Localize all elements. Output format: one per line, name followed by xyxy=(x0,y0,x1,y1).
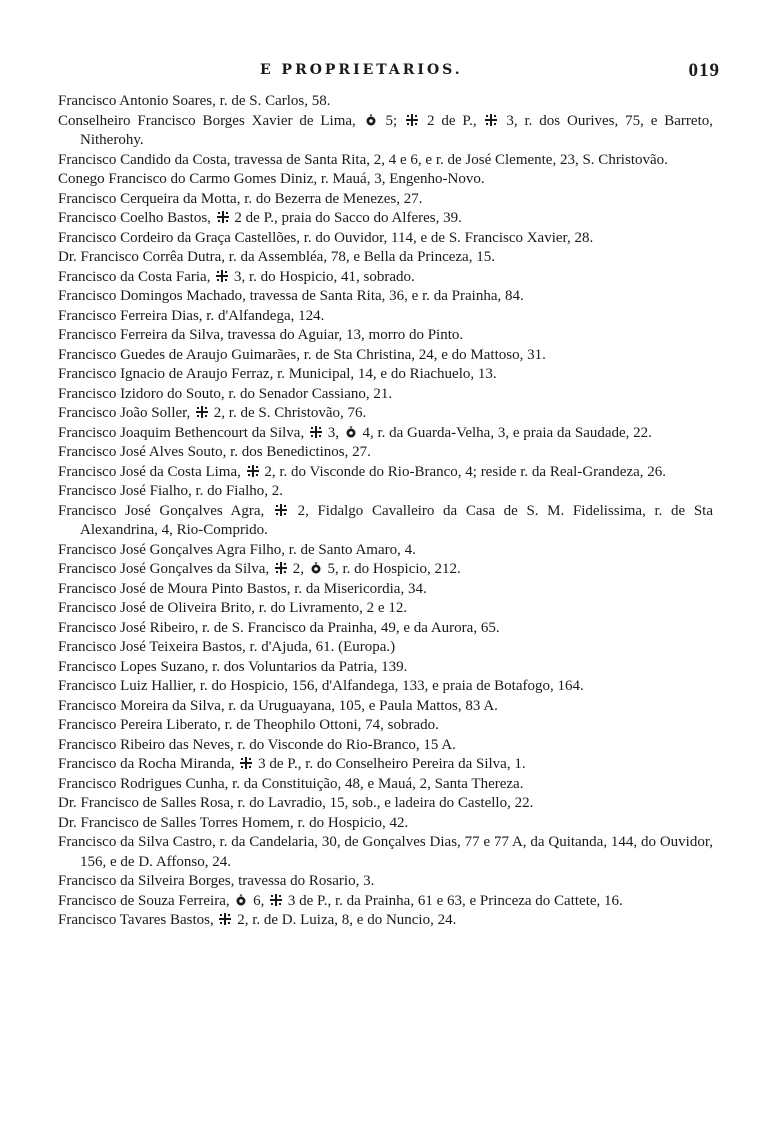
list-item xyxy=(58,190,713,210)
list-item xyxy=(58,170,713,190)
list-item xyxy=(58,112,713,151)
entry-text: Francisco Luiz Hallier, r. do Hospicio, 156, d'Alfandega, 133, e praia de Botafogo, 164. xyxy=(58,678,584,694)
entry-text: Francisco Rodrigues Cunha, r. da Constituição, 48, e Mauá, 2, Santa Thereza. xyxy=(58,775,524,792)
entry-text: Francisco Moreira da Silva, r. da Uruguayana, 105, e Paula Mattos, 83 A. xyxy=(58,697,498,714)
entry-text: 2 de P., praia do Sacco do Alferes, 39. xyxy=(230,210,462,226)
list-item xyxy=(58,404,713,424)
list-item xyxy=(58,872,713,892)
list-item xyxy=(58,892,713,912)
list-item xyxy=(58,385,713,405)
entry-text: Francisco Guedes de Araujo Guimarães, r. de Sta Christina, 24, e do Mattoso, 31. xyxy=(58,346,546,363)
entry-text: Dr. Francisco de Salles Rosa, r. do Lavradio, 15, sob., e ladeira do Castello, 22. xyxy=(58,795,534,811)
list-item xyxy=(58,697,713,717)
entry-text: Francisco Pereira Liberato, r. de Theophilo Ottoni, 74, sobrado. xyxy=(58,717,439,733)
cross-order-icon xyxy=(485,114,497,126)
entry-text: 5; xyxy=(378,112,405,129)
list-item xyxy=(58,638,713,658)
cross-order-icon xyxy=(219,913,231,925)
entry-text: 3 de P., r. da Prainha, 61 e 63, e Princeza do Cattete, 16. xyxy=(284,892,623,909)
entry-text: Francisco da Silveira Borges, travessa do Rosario, 3. xyxy=(58,873,375,889)
page-header xyxy=(60,62,720,86)
list-item xyxy=(58,424,713,444)
entry-text: Francisco José Gonçalves Agra Filho, r. de Santo Amaro, 4. xyxy=(58,541,416,558)
entry-text: Francisco Cordeiro da Graça Castellões, r. do Ouvidor, 114, e de S. Francisco Xavier, 28. xyxy=(58,229,594,246)
proprietor-list xyxy=(58,92,713,931)
entry-text: Francisco João Soller, xyxy=(58,405,195,421)
list-item xyxy=(58,482,713,502)
entry-text: Francisco José Teixeira Bastos, r. d'Ajuda, 61. (Europa.) xyxy=(58,639,396,655)
list-item xyxy=(58,151,713,171)
entry-text: 3, r. dos Ourives, 75, e Barreto, Nitherohy. xyxy=(80,112,713,148)
list-item xyxy=(58,619,713,639)
entry-text: 2 de P., xyxy=(420,112,484,129)
entry-text: Francisco da Silva Castro, r. da Candelaria, 30, de Gonçalves Dias, 77 e 77 A, da Quitanda, 144, do Ouvidor, 156, e de D. Affonso, 24. xyxy=(58,834,713,870)
entry-text: Francisco José Gonçalves Agra, xyxy=(58,502,273,519)
entry-text: Francisco Ferreira da Silva, travessa do Aguiar, 13, morro do Pinto. xyxy=(58,327,464,343)
cross-order-icon xyxy=(275,504,287,516)
entry-text: 3 de P., r. do Conselheiro Pereira da Silva, 1. xyxy=(254,756,526,772)
list-item xyxy=(58,794,713,814)
list-item xyxy=(58,736,713,756)
entry-text: Francisco José Fialho, r. do Fialho, 2. xyxy=(58,483,283,499)
list-item xyxy=(58,599,713,619)
entry-text: Francisco Lopes Suzano, r. dos Voluntarios da Patria, 139. xyxy=(58,658,408,675)
entry-text: Francisco Ignacio de Araujo Ferraz, r. Municipal, 14, e do Riachuelo, 13. xyxy=(58,366,497,382)
entry-text: 3, xyxy=(323,424,343,441)
rose-order-icon xyxy=(365,114,377,126)
cross-order-icon xyxy=(217,211,229,223)
entry-text: Francisco Coelho Bastos, xyxy=(58,210,215,226)
cross-order-icon xyxy=(216,270,228,282)
cross-order-icon xyxy=(406,114,418,126)
list-item xyxy=(58,365,713,385)
list-item xyxy=(58,209,713,229)
rose-order-icon xyxy=(235,894,247,906)
entry-text: Francisco de Souza Ferreira, xyxy=(58,892,234,909)
list-item xyxy=(58,502,713,541)
cross-order-icon xyxy=(240,757,252,769)
entry-text: Conego Francisco do Carmo Gomes Diniz, r. Mauá, 3, Engenho-Novo. xyxy=(58,171,485,187)
entry-text: 3, r. do Hospicio, 41, sobrado. xyxy=(230,268,415,285)
entry-text: Francisco José Gonçalves da Silva, xyxy=(58,561,273,577)
entry-text: Francisco José da Costa Lima, xyxy=(58,463,245,480)
entry-text: Francisco da Rocha Miranda, xyxy=(58,756,239,772)
list-item xyxy=(58,346,713,366)
entry-text: 2, Fidalgo Cavalleiro da Casa de S. M. Fidelissima, r. de Sta Alexandrina, 4, Rio-Comprido. xyxy=(80,502,713,538)
entry-text: Francisco Domingos Machado, travessa de Santa Rita, 36, e r. da Prainha, 84. xyxy=(58,288,524,304)
list-item xyxy=(58,833,713,872)
entry-text: Francisco Antonio Soares, r. de S. Carlos, 58. xyxy=(58,93,331,109)
list-item xyxy=(58,658,713,678)
entry-text: 5, r. do Hospicio, 212. xyxy=(323,561,461,577)
cross-order-icon xyxy=(310,426,322,438)
list-item xyxy=(58,463,713,483)
cross-order-icon xyxy=(196,406,208,418)
page-number: 019 xyxy=(688,60,720,81)
entry-text: Francisco Izidoro do Souto, r. do Senador Cassiano, 21. xyxy=(58,385,393,402)
entry-text: Francisco Tavares Bastos, xyxy=(58,912,218,928)
entry-text: 6, xyxy=(249,892,269,909)
list-item xyxy=(58,541,713,561)
entry-text: Francisco Ferreira Dias, r. d'Alfandega, 124. xyxy=(58,307,325,324)
list-item xyxy=(58,677,713,697)
entry-text: Francisco José Alves Souto, r. dos Benedictinos, 27. xyxy=(58,444,371,460)
list-item xyxy=(58,248,713,268)
list-item xyxy=(58,307,713,327)
entry-text: Francisco da Costa Faria, xyxy=(58,268,215,285)
entry-text: Francisco Joaquim Bethencourt da Silva, xyxy=(58,424,308,441)
rose-order-icon xyxy=(310,562,322,574)
list-item xyxy=(58,287,713,307)
entry-text: Francisco José de Moura Pinto Bastos, r. da Misericordia, 34. xyxy=(58,580,427,597)
entry-text: Francisco José Ribeiro, r. de S. Francisco da Prainha, 49, e da Aurora, 65. xyxy=(58,619,500,636)
entry-text: Dr. Francisco de Salles Torres Homem, r. do Hospicio, 42. xyxy=(58,814,409,831)
list-item xyxy=(58,229,713,249)
cross-order-icon xyxy=(247,465,259,477)
entry-text: Francisco José de Oliveira Brito, r. do Livramento, 2 e 12. xyxy=(58,600,408,616)
list-item xyxy=(58,580,713,600)
list-item xyxy=(58,814,713,834)
entry-text: 2, xyxy=(288,561,308,577)
entry-text: Francisco Ribeiro das Neves, r. do Visconde do Rio-Branco, 15 A. xyxy=(58,736,456,753)
list-item xyxy=(58,268,713,288)
entry-text: Dr. Francisco Corrêa Dutra, r. da Assembléa, 78, e Bella da Princeza, 15. xyxy=(58,249,495,265)
list-item xyxy=(58,755,713,775)
entry-text: Francisco Cerqueira da Motta, r. do Bezerra de Menezes, 27. xyxy=(58,190,423,207)
entry-text: 4, r. da Guarda-Velha, 3, e praia da Saudade, 22. xyxy=(358,424,652,441)
entry-text: 2, r. de D. Luiza, 8, e do Nuncio, 24. xyxy=(233,912,457,928)
rose-order-icon xyxy=(345,426,357,438)
entry-text: Francisco Candido da Costa, travessa de Santa Rita, 2, 4 e 6, e r. de José Clemente, 23, S. Christovão. xyxy=(58,151,668,168)
entry-text: 2, r. do Visconde do Rio-Branco, 4; reside r. da Real-Grandeza, 26. xyxy=(260,463,667,480)
cross-order-icon xyxy=(270,894,282,906)
list-item xyxy=(58,716,713,736)
list-item xyxy=(58,775,713,795)
entry-text: 2, r. de S. Christovão, 76. xyxy=(210,405,367,421)
list-item xyxy=(58,560,713,580)
cross-order-icon xyxy=(275,562,287,574)
list-item xyxy=(58,911,713,931)
list-item xyxy=(58,326,713,346)
entry-text: Conselheiro Francisco Borges Xavier de Lima, xyxy=(58,112,363,129)
running-title: E PROPRIETARIOS. xyxy=(260,62,463,78)
list-item xyxy=(58,92,713,112)
list-item xyxy=(58,443,713,463)
